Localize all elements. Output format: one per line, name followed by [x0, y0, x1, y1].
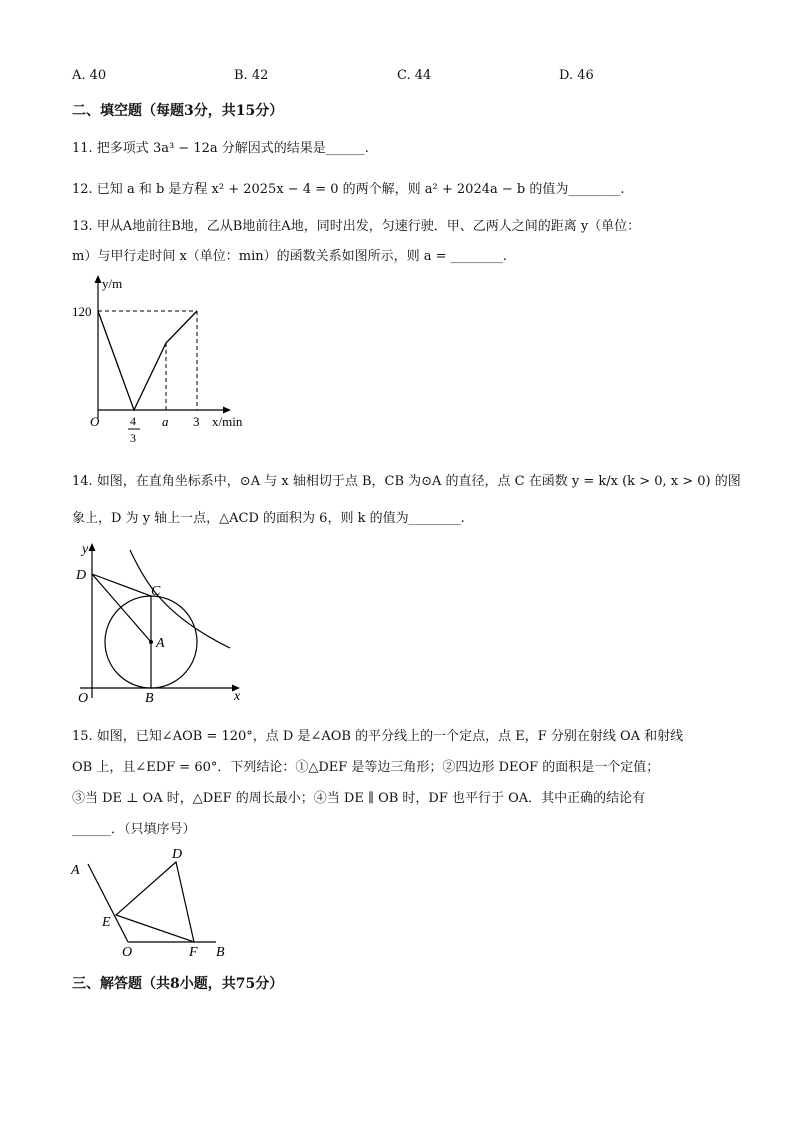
- question-13-line1: 13. 甲从A地前往B地，乙从B地前往A地，同时出发，匀速行驶．甲、乙两人之间的距离 y（单位：: [72, 219, 641, 234]
- x-axis-label: x/min: [212, 414, 243, 429]
- question-13-line2: m）与甲行走时间 x（单位：min）的函数关系如图所示，则 a = ________.: [72, 249, 507, 264]
- x-tick-label: 3: [193, 414, 200, 429]
- point-d-label: D: [172, 847, 183, 862]
- y-axis-label: y: [82, 542, 89, 557]
- x-axis-label: x: [234, 689, 241, 704]
- option-c: C. 44: [397, 68, 432, 83]
- point-f-label: F: [189, 945, 198, 960]
- point-e-label: E: [102, 915, 111, 930]
- question-15-line3: ③当 DE ⊥ OA 时，△DEF 的周长最小；④当 DE ∥ OB 时，DF 也平行于 OA．其中正确的结论有: [72, 791, 646, 806]
- point-d-label: D: [76, 568, 87, 583]
- y-tick-label: 120: [72, 304, 92, 319]
- section-title: 三、解答题（共8小题，共75分）: [72, 976, 284, 992]
- option-a: A. 40: [72, 68, 107, 83]
- x-tick-label: 3: [130, 431, 136, 445]
- point-b-label: B: [145, 691, 154, 706]
- point-c-label: C: [151, 584, 161, 599]
- origin-label: O: [78, 691, 89, 706]
- figure-13: [66, 272, 266, 457]
- origin-label: O: [90, 414, 100, 429]
- x-tick-label: a: [162, 414, 169, 429]
- question-12: 12. 已知 a 和 b 是方程 x² + 2025x − 4 = 0 的两个解，则 a² + 2024a − b 的值为________.: [72, 182, 625, 197]
- option-b: B. 42: [234, 68, 269, 83]
- figure-15: [66, 842, 246, 960]
- point-a-label: A: [156, 636, 165, 651]
- section-title: 二、填空题（每题3分，共15分）: [72, 103, 284, 119]
- x-tick-label: 4: [130, 414, 136, 428]
- point-a-label: A: [71, 863, 80, 878]
- question-11: 11. 把多项式 3a³ − 12a 分解因式的结果是______.: [72, 141, 369, 156]
- point-b-label: B: [216, 945, 225, 960]
- question-15-line4: ______．（只填序号）: [72, 822, 196, 837]
- question-14-line2: 象上，D 为 y 轴上一点，△ACD 的面积为 6，则 k 的值为________.: [72, 511, 465, 526]
- figure-14: [70, 538, 260, 708]
- y-axis-label: y/m: [102, 276, 123, 291]
- question-15-line2: OB 上，且∠EDF = 60°．下列结论：①△DEF 是等边三角形；②四边形 DEOF 的面积是一个定值；: [72, 760, 660, 775]
- question-15-line1: 15. 如图，已知∠AOB = 120°，点 D 是∠AOB 的平分线上的一个定点，点 E，F 分别在射线 OA 和射线: [72, 729, 684, 744]
- question-14-line1: 14. 如图，在直角坐标系中，⊙A 与 x 轴相切于点 B，CB 为⊙A 的直径，点 C 在函数 y = k/x (k > 0, x > 0) 的图: [72, 474, 741, 489]
- option-d: D. 46: [559, 68, 594, 83]
- point-o-label: O: [122, 945, 133, 960]
